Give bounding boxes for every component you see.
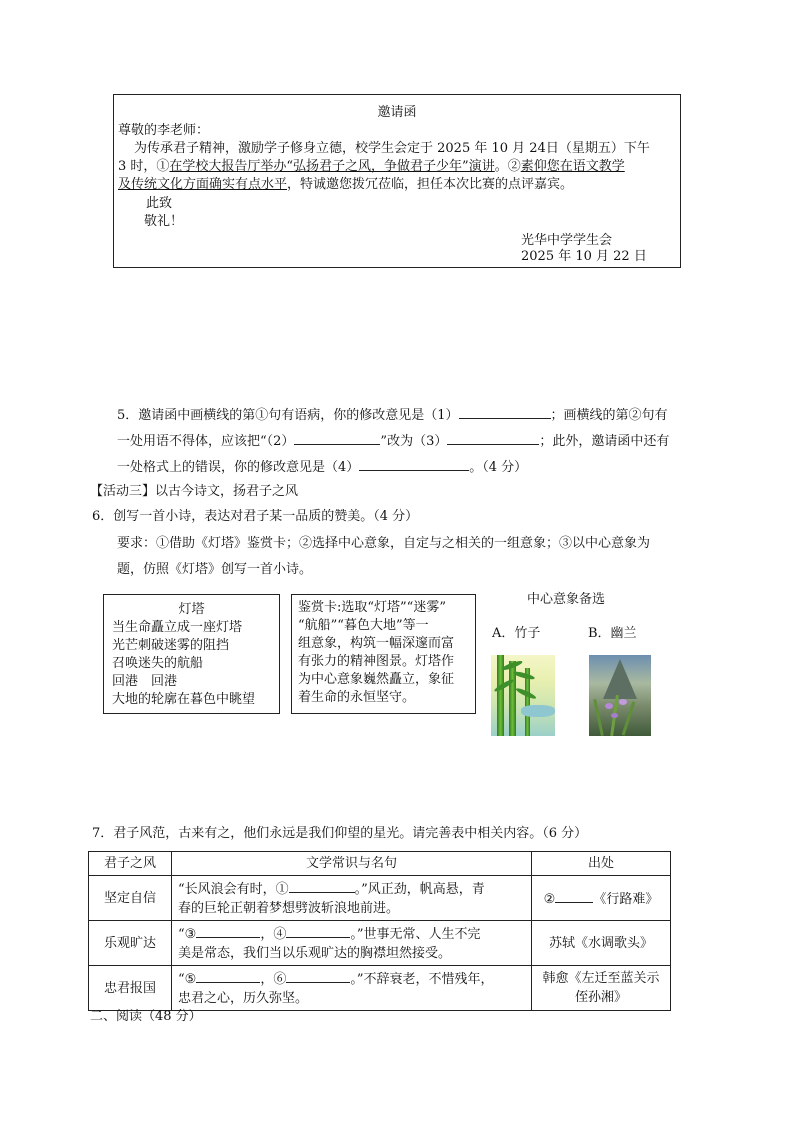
bamboo-image xyxy=(491,655,555,736)
quote-cell: “长风浪会有时，① 。”风正劲，帆高悬，青 春的巨轮正朝着梦想劈波斩浪地前进。 xyxy=(172,876,532,921)
table-row xyxy=(89,921,671,966)
poem-line: 光芒刺破迷雾的阻挡 xyxy=(112,638,230,653)
q5-line1: 5．邀请函中画横线的第①句有语病，你的修改意见是（1） ；画横线的第②句有 xyxy=(117,404,668,426)
invitation-greeting: 尊敬的李老师： xyxy=(118,123,210,138)
activity3-heading: 【活动三】以古今诗文，扬君子之风 xyxy=(90,484,299,499)
q7-table xyxy=(88,851,671,1011)
quote-cell: “⑤ ，⑥ 。”不辞衰老，不惜残年， 忠君之心，历久弥坚。 xyxy=(172,966,532,1011)
invitation-body-line3: 及传统文化方面确实有点水平，特诚邀您拨冗莅临，担任本次比赛的点评嘉宾。 xyxy=(118,177,574,192)
option-a-label: A．竹子 xyxy=(492,626,541,641)
table-header: 君子之风 xyxy=(89,852,172,876)
table-header-row xyxy=(89,852,671,876)
source-cell: 苏轼《水调歌头》 xyxy=(532,921,671,966)
poem-title: 灯塔 xyxy=(178,602,205,617)
q5-blank-2[interactable] xyxy=(294,430,380,445)
invitation-title: 邀请函 xyxy=(377,105,417,120)
poem-line: 召唤迷失的航船 xyxy=(112,656,204,671)
quote-cell: “③ ，④ 。”世事无常、人生不完 美是常态，我们当以乐观旷达的胸襟坦然接受。 xyxy=(172,921,532,966)
underlined-sentence-2b: 及传统文化方面确实有点水平 xyxy=(118,177,288,192)
invitation-body-line2: 3 时，①在学校大报告厅举办“弘扬君子之风，争做君子少年”演讲。②素仰您在语文教学 xyxy=(118,159,625,174)
source-cell: ② 《行路难》 xyxy=(532,876,671,921)
q7-blank-5[interactable] xyxy=(196,968,260,983)
poem-line: 当生命矗立成一座灯塔 xyxy=(112,620,243,635)
invitation-signer: 光华中学学生会 xyxy=(521,233,613,248)
table-header: 文学常识与名句 xyxy=(172,852,532,876)
table-row xyxy=(89,966,671,1011)
invitation-closing-1: 此致 xyxy=(146,196,173,211)
poem-line: 大地的轮廓在暮色中眺望 xyxy=(112,692,256,707)
q7-blank-4[interactable] xyxy=(286,923,350,938)
trait-cell: 忠君报国 xyxy=(89,966,172,1011)
card-line: 组意象，构筑一幅深邃而富 xyxy=(298,636,455,651)
q7-blank-3[interactable] xyxy=(196,923,260,938)
q6-requirement-2: 题，仿照《灯塔》创写一首小诗。 xyxy=(117,562,313,577)
orchid-image xyxy=(589,655,651,736)
q5-line3: 一处格式上的错误，你的修改意见是（4） 。（4 分） xyxy=(117,456,527,478)
q7-line: 7．君子风范，古来有之，他们永远是我们仰望的星光。请完善表中相关内容。（6 分） xyxy=(92,826,588,841)
poem-line: 回港 回港 xyxy=(112,674,178,689)
card-line: 有张力的精神图景。灯塔作 xyxy=(298,654,455,669)
appreciation-card xyxy=(291,594,476,714)
invitation-closing-2: 敬礼！ xyxy=(144,214,184,229)
options-title: 中心意象备选 xyxy=(527,592,606,607)
card-line: 为中心意象巍然矗立，象征 xyxy=(298,672,455,687)
invitation-box xyxy=(113,94,681,268)
underlined-sentence-2a: 素仰您在语文教学 xyxy=(520,159,625,174)
q6-requirement-1: 要求：①借助《灯塔》鉴赏卡；②选择中心意象，自定与之相关的一组意象；③以中心意象为 xyxy=(117,536,651,551)
q5-blank-1[interactable] xyxy=(459,404,551,419)
q5-blank-4[interactable] xyxy=(359,456,469,471)
card-line: 着生命的永恒坚守。 xyxy=(298,690,416,705)
source-cell: 韩愈《左迁至蓝关示 侄孙湘》 xyxy=(532,966,671,1011)
invitation-date: 2025 年 10 月 22 日 xyxy=(521,249,647,264)
underlined-sentence-1: 在学校大报告厅举办“弘扬君子之风，争做君子少年”演讲 xyxy=(169,159,495,174)
q7-blank-6[interactable] xyxy=(286,968,350,983)
option-b-label: B．幽兰 xyxy=(588,626,637,641)
invitation-body-line1: 为传承君子精神，激励学子修身立德，校学生会定于 2025 年 10 月 24日（星期五）下午 xyxy=(134,141,650,156)
q7-blank-1[interactable] xyxy=(289,878,355,893)
q5-line2: 一处用语不得体，应该把“（2） ”改为（3） ；此外，邀请函中还有 xyxy=(117,430,669,452)
q7-blank-2[interactable] xyxy=(555,888,593,903)
table-header: 出处 xyxy=(532,852,671,876)
card-line: “航船”“暮色大地”等一 xyxy=(298,618,429,633)
trait-cell: 坚定自信 xyxy=(89,876,172,921)
q5-blank-3[interactable] xyxy=(447,430,539,445)
q6-line1: 6．创写一首小诗，表达对君子某一品质的赞美。（4 分） xyxy=(92,509,419,524)
card-line: 鉴赏卡:选取“灯塔”“迷雾” xyxy=(298,600,446,615)
poem-box xyxy=(103,594,280,714)
table-row xyxy=(89,876,671,921)
section2-heading: 二、阅读（48 分） xyxy=(90,1009,202,1024)
trait-cell: 乐观旷达 xyxy=(89,921,172,966)
